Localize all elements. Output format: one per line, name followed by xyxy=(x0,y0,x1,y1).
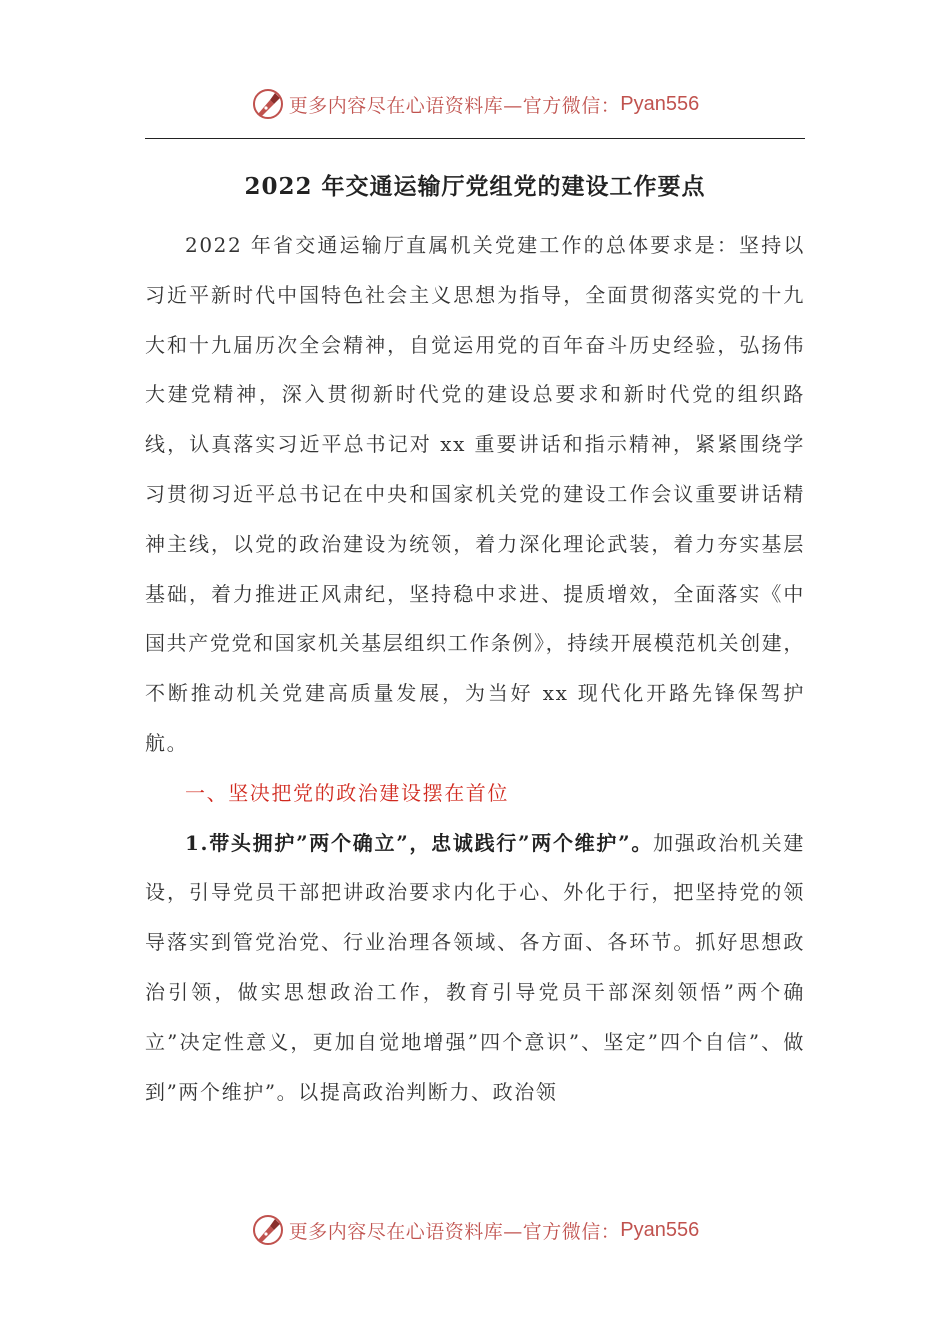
fountain-pen-nib-icon xyxy=(251,1213,285,1247)
document-title: 2022 年交通运输厅党组党的建设工作要点 xyxy=(244,173,706,200)
item-body: 加强政治机关建设，引导党员干部把讲政治要求内化于心、外化于行，把坚持党的领导落实到管党治党、行业治理各领域、各方面、各环节。抓好思想政治引领，做实思想政治工作，教育引导党员干部深刻领悟”两个确立”决定性意义，更加自觉地增强”四个意识”、坚定”四个自信”、做到”两个维护”。以提高政治判断力、政治领 xyxy=(145,830,806,1104)
document-body xyxy=(145,221,805,1117)
item-lead: 1.带头拥护”两个确立”，忠诚践行”两个维护”。 xyxy=(185,830,654,855)
fountain-pen-nib-icon xyxy=(251,87,285,121)
section-heading: 一、坚决把党的政治建设摆在首位 xyxy=(185,780,509,805)
watermark-handle: Pyan556 xyxy=(620,1218,700,1241)
watermark-handle: Pyan556 xyxy=(620,92,700,115)
item-paragraph xyxy=(145,819,805,1118)
header-rule xyxy=(145,138,805,139)
watermark-text: 更多内容尽在心语资料库—官方微信： xyxy=(288,1220,621,1243)
header-watermark xyxy=(0,82,950,126)
intro-paragraph: 2022 年省交通运输厅直属机关党建工作的总体要求是：坚持以习近平新时代中国特色社会主义思想为指导，全面贯彻落实党的十九大和十九届历次全会精神，自觉运用党的百年奋斗历史经验，弘扬伟大建党精神，深入贯彻新时代党的建设总要求和新时代党的组织路线，认真落实习近平总书记对 xx 重要讲话和指示精神，紧紧围绕学习贯彻习近平总书记在中央和国家机关党的建设工作会议重要讲话精神主线，以党的政治建设为统领，着力深化理论武装，着力夯实基层基础，着力推进正风肃纪，坚持稳中求进、提质增效，全面落实《中国共产党党和国家机关基层组织工作条例》，持续开展模范机关创建，不断推动机关党建高质量发展，为当好 xx 现代化开路先锋保驾护航。 xyxy=(145,233,805,755)
watermark-text: 更多内容尽在心语资料库—官方微信： xyxy=(288,94,621,117)
footer-watermark xyxy=(0,1208,950,1252)
